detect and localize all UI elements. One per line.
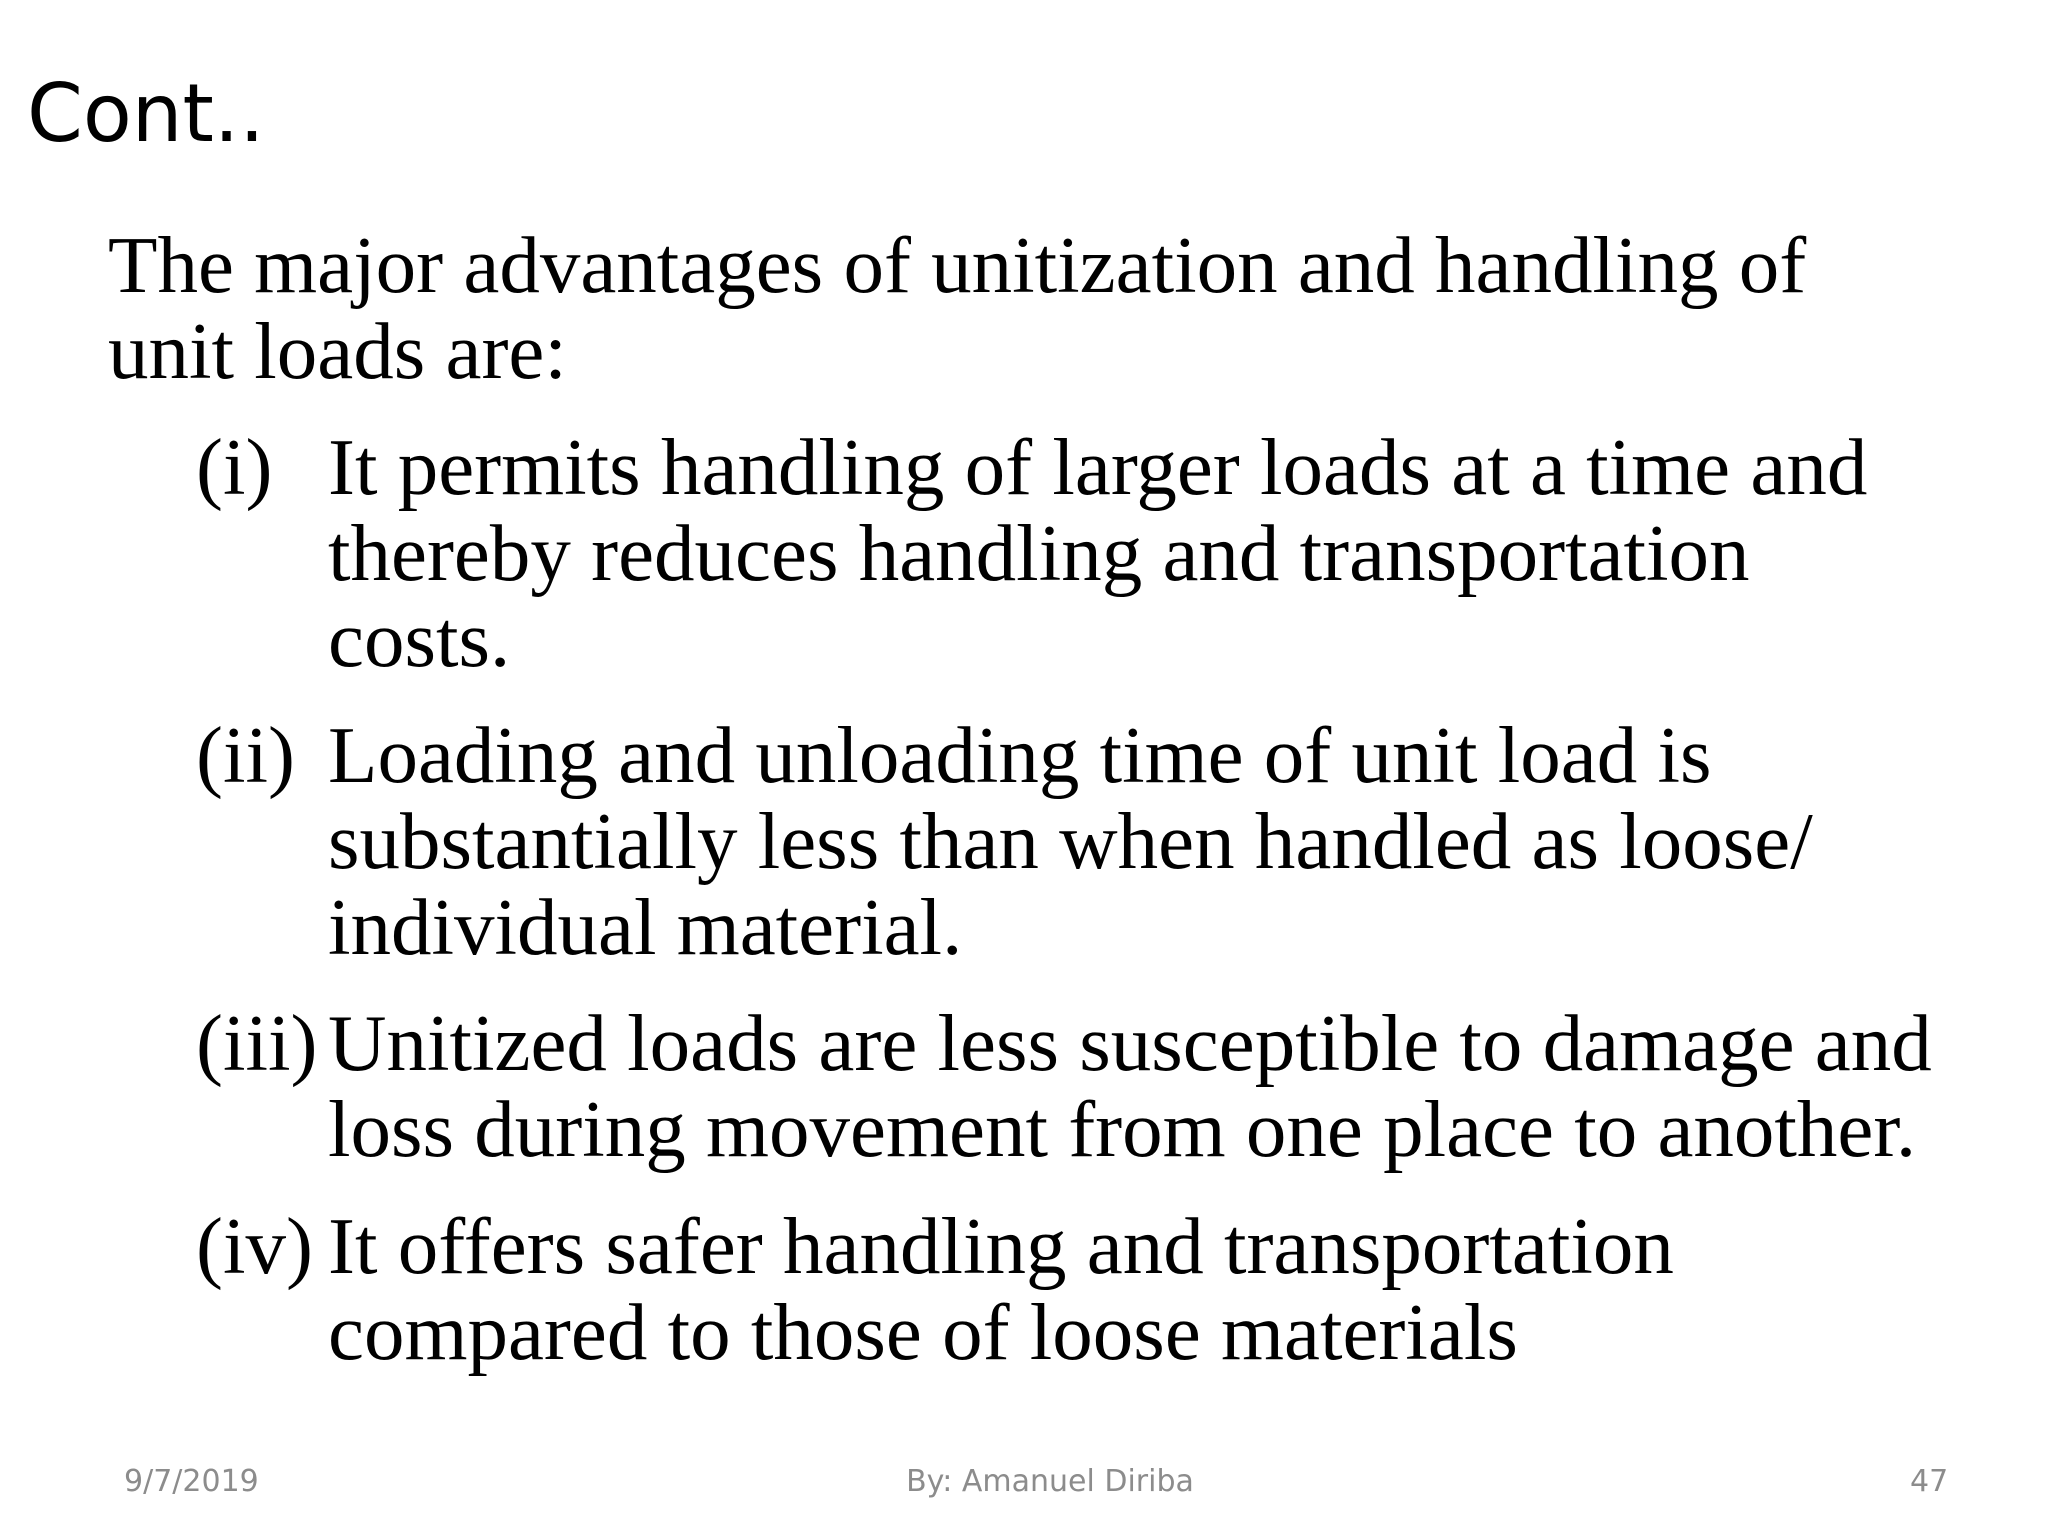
footer-author: By: Amanuel Diriba: [906, 1464, 1194, 1499]
list-item-marker: (i): [196, 422, 273, 512]
list-item-text: [328, 1000, 1932, 1172]
slide-number: 47: [1910, 1464, 1949, 1499]
list-item-marker: (ii): [196, 710, 295, 800]
list-item-text: [328, 712, 1813, 970]
list-item-line: individual material.: [328, 882, 963, 972]
intro-paragraph: [108, 222, 1908, 394]
list-item-marker: (iv): [196, 1201, 313, 1291]
intro-line: unit loads are:: [108, 306, 567, 396]
list-item-marker: (iii): [196, 998, 318, 1088]
footer-date: 9/7/2019: [124, 1464, 259, 1499]
list-item-line: loss during movement from one place to another.: [328, 1084, 1917, 1174]
list-item-line: Unitized loads are less susceptible to damage and: [328, 998, 1932, 1088]
list-item-line: It offers safer handling and transportation: [328, 1201, 1674, 1291]
list-item-line: Loading and unloading time of unit load is: [328, 710, 1712, 800]
list-item-line: costs.: [328, 594, 511, 684]
list-item-line: compared to those of loose materials: [328, 1287, 1518, 1377]
list-item-text: [328, 1203, 1674, 1375]
list-item-text: [328, 424, 1867, 682]
list-item-line: substantially less than when handled as loose/: [328, 796, 1813, 886]
list-item-line: It permits handling of larger loads at a time and: [328, 422, 1868, 512]
intro-line: The major advantages of unitization and handling of: [108, 220, 1807, 310]
slide-title: Cont..: [27, 67, 265, 160]
list-item-line: thereby reduces handling and transportation: [328, 508, 1750, 598]
